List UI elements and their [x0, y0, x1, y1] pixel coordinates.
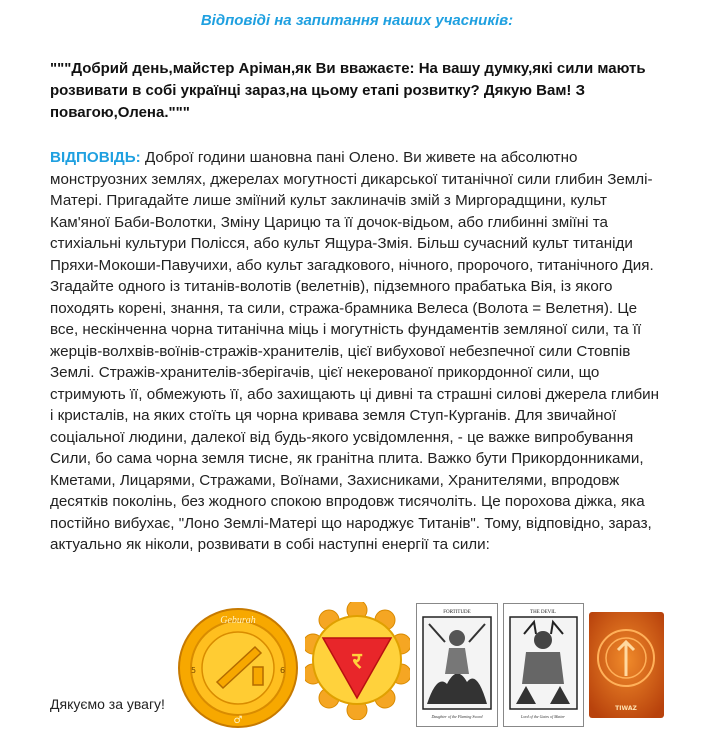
page-heading: Відповіді на запитання наших учасників: [200, 12, 514, 29]
geburah-seal-image [177, 607, 299, 729]
manipura-chakra-image [305, 602, 410, 720]
seal-bottom-symbol: ♂ [233, 715, 243, 726]
svg-text:र: र [352, 649, 362, 674]
rune-label: TIWAZ [615, 705, 637, 712]
thanks-text: Дякуємо за увагу! [50, 696, 165, 712]
fortitude-tarot-card [416, 603, 498, 727]
card2-title: THE DEVIL [530, 610, 556, 615]
devil-tarot-card [503, 603, 584, 727]
answer-label: ВІДПОВІДЬ: [50, 149, 141, 166]
card2-caption: Lord of the Gates of Matter [521, 714, 565, 719]
card1-caption: Daughter of the Flaming Sword [431, 714, 483, 719]
answer-text: Доброї години шановна пані Олено. Ви живете на абсолютно монструозних землях, джерелах могутності дикарської титанічної сили глибин Землі-Матері. Пригадайте лише зміїний культ заклиначів змій з Миргорадщини, культ Кам'яної Баби-Волотки, Зміну Царицю та її дочок-відьом, або глибинні зміїні та стихіальні культури Полісся, або культ Ящура-Змія. Більш сучасний культ титаніди Пряхи-Мокоши-Павучихи, або культ загадкового, нічного, пророчого, титанічного Дия. Згадайте одного із титанів-волотів (велетнів), підземного прабатька Вія, із якого походять корені, знання, та сили, стража-брамника Велеса (Волота = Велетня). Це все, нескінченна чорна титанічна міць і могутність фундаментів земляної сили, та її жерців-волхвів-воїнів-стражів-хранителів, цієї вибухової небезпечної сили Стовпів Землі. Стражів-хранителів-зберігачів, цієї некерованої прикордонної сили, що стримують її, обмежують її, або захищають ці дивні та страшні силові джерела глибин і кристалів, на яких стоїть ця чорна кривава земля Ступ-Курганів. Для звичайної соціальної людини, далекої від будь-якого усвідомлення, - це важке випробування Сили, бо сама чорна земля тисне, як гранітна плита. Важко бути Прикордонниками, Кметами, Лицарями, Стражами, Воїнами, Захисниками, Хранителями, впродовж десятків поколінь, без жодного спокою впродовж тисячоліть. Це порохова діжка, яка постійно вибухає, "Лоно Землі-Матері що народжує Титанів". Тому, відповідно, зараз, актуально як ніколи, розвивати в собі наступні енергії та сили: [50, 149, 660, 553]
answer-paragraph [50, 147, 660, 556]
tiwaz-rune-card [589, 612, 664, 718]
svg-text:5: 5 [191, 666, 197, 675]
seal-top-text: Geburah [220, 615, 256, 626]
reader-question: """Добрий день,майстер Аріман,як Ви вважаєте: На вашу думку,які сили мають розвивати в собі українці зараз,на цьому етапі розвитку? Дякую Вам! З повагою,Олена.""" [50, 60, 646, 121]
card1-title: FORTITUDE [443, 610, 471, 615]
svg-text:6: 6 [280, 666, 286, 675]
